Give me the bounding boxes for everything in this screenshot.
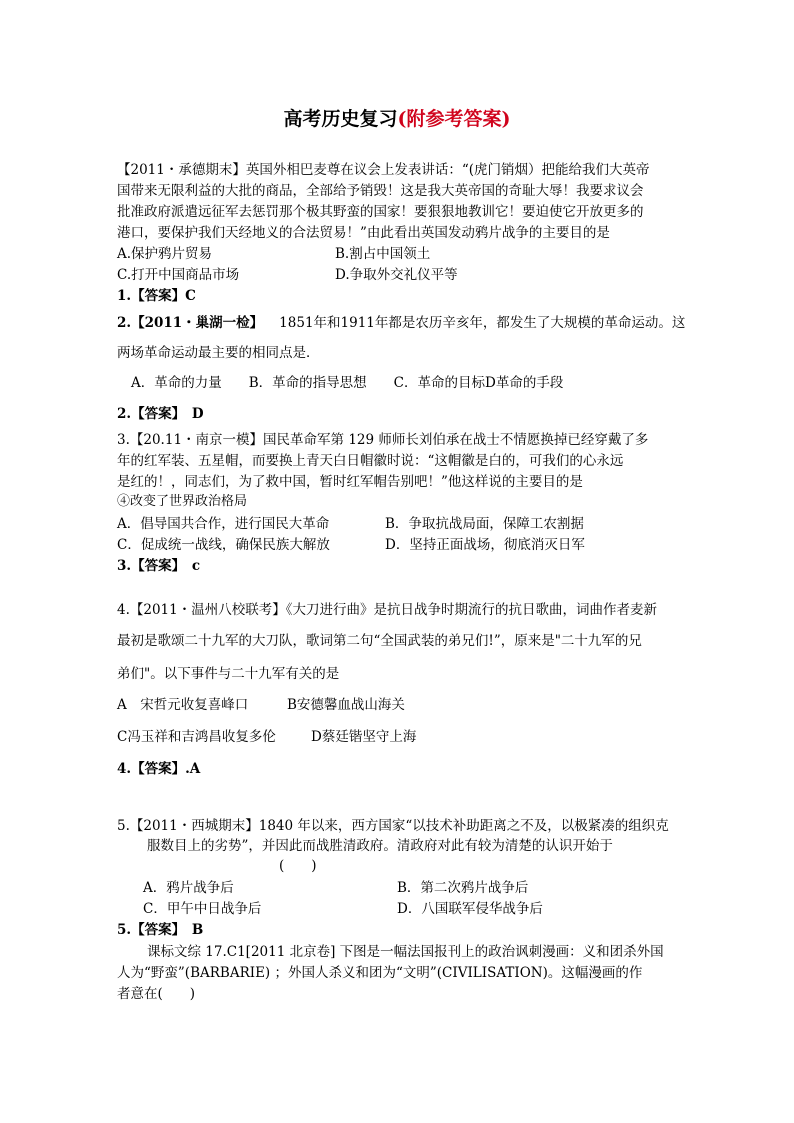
q4-option-b: B安德馨血战山海关: [287, 697, 405, 713]
q5-option-a: A．鸦片战争后: [143, 880, 234, 896]
q1-option-b: B.割占中国领土: [335, 246, 431, 262]
q5-option-c: C．甲午中日战争后: [143, 901, 262, 917]
q2-line-2: 两场革命运动最主要的相同点是．: [117, 345, 320, 361]
q4-option-c: C冯玉祥和吉鸿昌收复多伦: [117, 729, 276, 745]
q4-option-a: A 宋哲元收复喜峰口: [117, 697, 249, 713]
q4-line-3: 弟们"。以下事件与二十九军有关的是: [117, 666, 340, 682]
q5-option-d: D．八国联军侵华战争后: [397, 901, 543, 917]
q3-line-2: 年的红军装、五星帽，而要换上青天白日帽徽时说：“这帽徽是白的，可我们的心永远: [117, 453, 624, 469]
q3-line-4: ④改变了世界政治格局: [117, 494, 248, 509]
q1-option-a: A.保护鸦片贸易: [117, 246, 213, 262]
q3-line-1: 3.【20.11・南京一模】国民革命军第 129 师师长刘伯承在战士不情愿换掉已经穿戴了多: [117, 432, 649, 448]
q6-line-1: 课标文综 17.C1[2011 北京卷] 下图是一幅法国报刊上的政治讽刺漫画：义和团杀外国: [147, 944, 664, 960]
page-title: [0, 104, 794, 131]
q3-option-b: B．争取抗战局面，保障工农割据: [385, 516, 584, 532]
q2-options: A．革命的力量 B．革命的指导思想 C．革命的目标D革命的手段: [131, 375, 564, 391]
q2-text-1: 1851年和1911年都是农历辛亥年，都发生了大规模的革命运动。这: [279, 315, 686, 331]
q1-line-2: 国带来无限利益的大批的商品，全部给予销毁！这是我大英帝国的奇耻大辱！我要求议会: [117, 183, 644, 199]
title-main: 高考历史复习: [283, 108, 398, 130]
q5-line-2: 服数目上的劣势”，并因此而战胜清政府。清政府对此有较为清楚的认识开始于: [147, 838, 613, 854]
q3-option-c: C．促成统一战线，确保民族大解放: [117, 537, 330, 553]
q6-line-2: 人为“野蛮”(BARBARIE) ；外国人杀义和团为“文明”(CIVILISATION)。这幅漫画的作: [117, 965, 643, 981]
q2-tag: 2.【2011・巢湖一检】: [117, 315, 264, 331]
q1-line-1: 【2011・承德期末】英国外相巴麦尊在议会上发表讲话：“(虎门销烟）把能给我们大英帝: [117, 162, 650, 178]
q4-option-d: D蔡廷锴坚守上海: [311, 729, 417, 745]
q5-option-b: B．第二次鸦片战争后: [397, 880, 529, 896]
q3-option-a: A．倡导国共合作，进行国民大革命: [117, 516, 330, 532]
title-suffix: (附参考答案): [397, 108, 511, 130]
q3-line-3: 是红的！，同志们，为了救中国，暂时红军帽告别吧！”他这样说的主要目的是: [117, 474, 583, 490]
q6-line-3: 者意在( ): [117, 986, 196, 1002]
q5-answer: 5.【答案】 B: [117, 922, 204, 938]
q4-line-2: 最初是歌颂二十九军的大刀队，歌词第二句“全国武装的弟兄们!”，原来是"二十九军的兄: [117, 633, 642, 649]
q1-line-4: 港口，要保护我们天经地义的合法贸易！”由此看出英国发动鸦片战争的主要目的是: [117, 225, 610, 241]
q5-line-1: 5.【2011・西城期末】1840 年以来，西方国家“以技术补助距离之不及，以极紧凑的组织克: [117, 818, 669, 834]
q2-line-1: [117, 313, 685, 333]
q2-answer: 2.【答案】 D: [117, 406, 204, 422]
q1-line-3: 批准政府派遣远征军去惩罚那个极其野蛮的国家！要狠狠地教训它！要迫使它开放更多的: [117, 204, 644, 220]
q1-option-c: C.打开中国商品市场: [117, 267, 240, 283]
q5-line-3: ( ): [279, 858, 317, 874]
q1-option-d: D.争取外交礼仪平等: [335, 267, 458, 283]
q3-answer: 3.【答案】 c: [117, 558, 201, 574]
q4-answer: 4.【答案】.A: [117, 761, 201, 777]
q1-answer: 1.【答案】C: [117, 288, 196, 304]
q4-line-1: 4.【2011・温州八校联考】《大刀进行曲》是抗日战争时期流行的抗日歌曲，词曲作者麦新: [117, 602, 657, 618]
q3-option-d: D．坚持正面战场，彻底消灭日军: [385, 537, 585, 553]
